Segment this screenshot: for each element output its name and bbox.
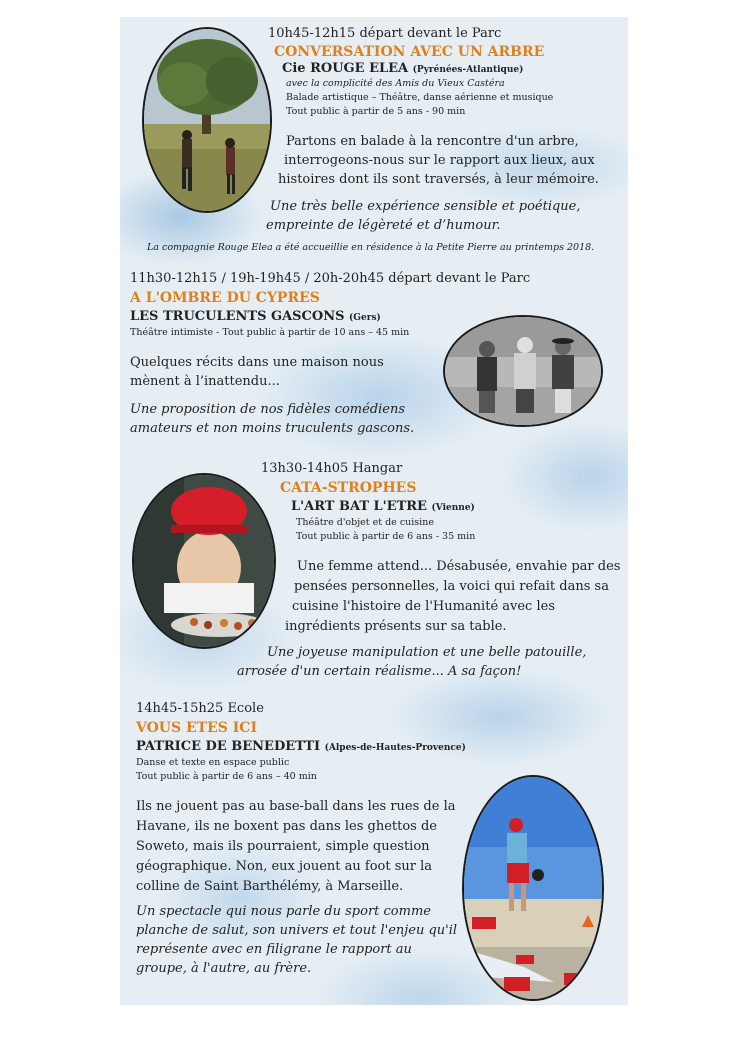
section3-title: CATA-STROPHES — [280, 480, 417, 496]
section2-time: 11h30-12h15 / 19h-19h45 / 20h-20h45 départ devant le Parc — [130, 271, 531, 286]
section3-company-region: (Vienne) — [431, 503, 475, 513]
section4-quote-line4: groupe, à l'autre, au frère. — [136, 961, 312, 976]
section3-desc-line2: pensées personnelles, la voici qui refait dans sa — [294, 579, 609, 594]
section1-audience: Tout public à partir de 5 ans - 90 min — [286, 106, 466, 117]
section1-company-region: (Pyrénées-Atlantique) — [412, 65, 524, 75]
section1-title: CONVERSATION AVEC UN ARBRE — [274, 44, 545, 60]
section4-desc-line5: colline de Saint Barthélémy, à Marseille. — [136, 879, 404, 894]
section1-residency-note: La compagnie Rouge Elea a été accueillie en résidence à la Petite Pierre au printemps 2018. — [147, 242, 595, 253]
photo-football-oval — [462, 775, 604, 1001]
section3-genre: Théâtre d'objet et de cuisine — [296, 517, 434, 528]
section2-quote-line2: amateurs et non moins truculents gascons. — [130, 421, 415, 436]
photo-gascons-oval — [443, 315, 603, 427]
section2-company-region: (Gers) — [349, 313, 381, 323]
section4-company — [136, 739, 466, 755]
section1-quote-line1: Une très belle expérience sensible et poétique, — [270, 199, 581, 214]
section4-title: VOUS ETES ICI — [136, 720, 257, 736]
section1-complicity: avec la complicité des Amis du Vieux Castéra — [286, 78, 505, 89]
section4-company-region: (Alpes-de-Hautes-Provence) — [324, 743, 466, 753]
section1-company — [282, 61, 523, 77]
section1-company-name: Cie ROUGE ELEA — [282, 61, 409, 76]
section4-desc-line4: géographique. Non, eux jouent au foot sur la — [136, 859, 433, 874]
tree-photo-image — [144, 29, 270, 211]
section4-quote-line3: représente avec en filigrane le rapport au — [136, 942, 412, 957]
section4-desc-line2: Havane, ils ne boxent pas dans les ghettos de — [136, 819, 437, 834]
section1-quote-line2: empreinte de légèreté et d’humour. — [266, 218, 501, 233]
section4-company-name: PATRICE DE BENEDETTI — [136, 739, 321, 754]
section2-desc-line2: mènent à l’inattendu... — [130, 374, 280, 389]
section4-quote-line2: planche de salut, son univers et tout l'enjeu qu'il — [136, 923, 458, 938]
catastrophes-photo-image — [134, 475, 274, 647]
section3-desc-line1: Une femme attend... Désabusée, envahie par des — [297, 559, 621, 574]
section3-company-name: L'ART BAT L'ETRE — [291, 499, 427, 514]
section2-genre: Théâtre intimiste - Tout public à partir de 10 ans – 45 min — [130, 327, 410, 338]
section2-company-name: LES TRUCULENTS GASCONS — [130, 309, 345, 324]
section3-audience: Tout public à partir de 6 ans - 35 min — [296, 531, 476, 542]
section3-quote-line2: arrosée d'un certain réalisme... A sa façon! — [237, 664, 522, 679]
section1-time: 10h45-12h15 départ devant le Parc — [268, 26, 502, 41]
section3-desc-line3: cuisine l'histoire de l'Humanité avec les — [292, 599, 555, 614]
section4-genre: Danse et texte en espace public — [136, 757, 290, 768]
section3-quote-line1: Une joyeuse manipulation et une belle patouille, — [267, 645, 587, 660]
section4-desc-line3: Soweto, mais ils pourraient, simple question — [136, 839, 430, 854]
gascons-photo-image — [445, 317, 601, 425]
section4-time: 14h45-15h25 Ecole — [136, 701, 264, 716]
section2-company — [130, 309, 381, 325]
section4-audience: Tout public à partir de 6 ans – 40 min — [136, 771, 317, 782]
section1-desc-line1: Partons en balade à la rencontre d'un arbre, — [286, 134, 579, 149]
section3-desc-line4: ingrédients présents sur sa table. — [285, 619, 507, 634]
section1-desc-line2: interrogeons-nous sur le rapport aux lieux, aux — [284, 153, 595, 168]
photo-tree-oval — [142, 27, 272, 213]
section1-genre: Balade artistique – Théâtre, danse aérienne et musique — [286, 92, 554, 103]
photo-catastrophes-oval — [132, 473, 276, 649]
football-photo-image — [464, 777, 602, 999]
section4-desc-line1: Ils ne jouent pas au base-ball dans les rues de la — [136, 799, 456, 814]
programme-sheet — [120, 17, 628, 1005]
section2-title: A L'OMBRE DU CYPRES — [130, 290, 320, 306]
section4-quote-line1: Un spectacle qui nous parle du sport comme — [136, 904, 431, 919]
section1-desc-line3: histoires dont ils sont traversés, à leur mémoire. — [278, 172, 599, 187]
section3-company — [291, 499, 475, 515]
section3-time: 13h30-14h05 Hangar — [261, 461, 403, 476]
section2-desc-line1: Quelques récits dans une maison nous — [130, 355, 384, 370]
section2-quote-line1: Une proposition de nos fidèles comédiens — [130, 402, 406, 417]
